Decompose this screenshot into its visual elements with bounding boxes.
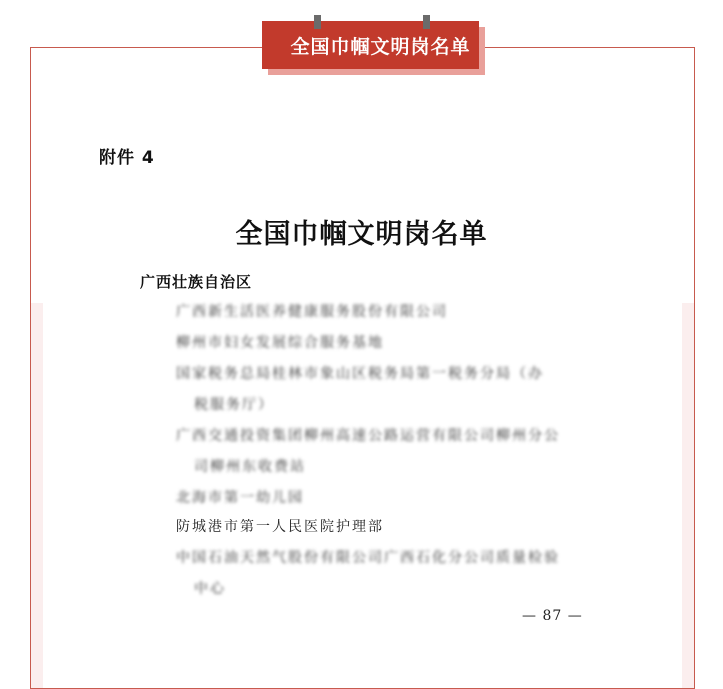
region-heading: 广西壮族自治区 [140,273,253,291]
list-item [176,421,606,483]
header-banner [262,21,479,69]
list-item [176,359,606,421]
list-item-text: 国家税务总局桂林市象山区税务局第一税务分局（办 [176,366,544,382]
list-item [176,512,606,543]
attachment-label: 附件 4 [99,148,155,168]
list-item-text: 广西交通投资集团柳州高速公路运营有限公司柳州分公 [176,428,560,444]
list-item-text: 北海市第一幼儿园 [176,490,304,506]
list-item-continuation: 司柳州东收费站 [194,459,306,475]
list-item-continuation: 中心 [194,581,226,597]
list-item-text: 广西新生活医养健康服务股份有限公司 [176,304,448,320]
list-item [176,328,606,359]
list-item-continuation: 税服务厅） [194,397,274,413]
list-item-text: 柳州市妇女发展综合服务基地 [176,335,384,351]
document-title: 全国巾帼文明岗名单 [235,219,488,250]
list-item [176,543,606,605]
list-item-text: 防城港市第一人民医院护理部 [176,519,384,535]
page-number: — 87 — [522,608,583,624]
banner-title: 全国巾帼文明岗名单 [290,35,471,58]
list-item [176,483,606,514]
banner-tab-right [423,15,430,29]
list-item-text: 中国石油天然气股份有限公司广西石化分公司质量检验 [176,550,560,566]
list-item [176,297,606,328]
banner-tab-left [314,15,321,29]
